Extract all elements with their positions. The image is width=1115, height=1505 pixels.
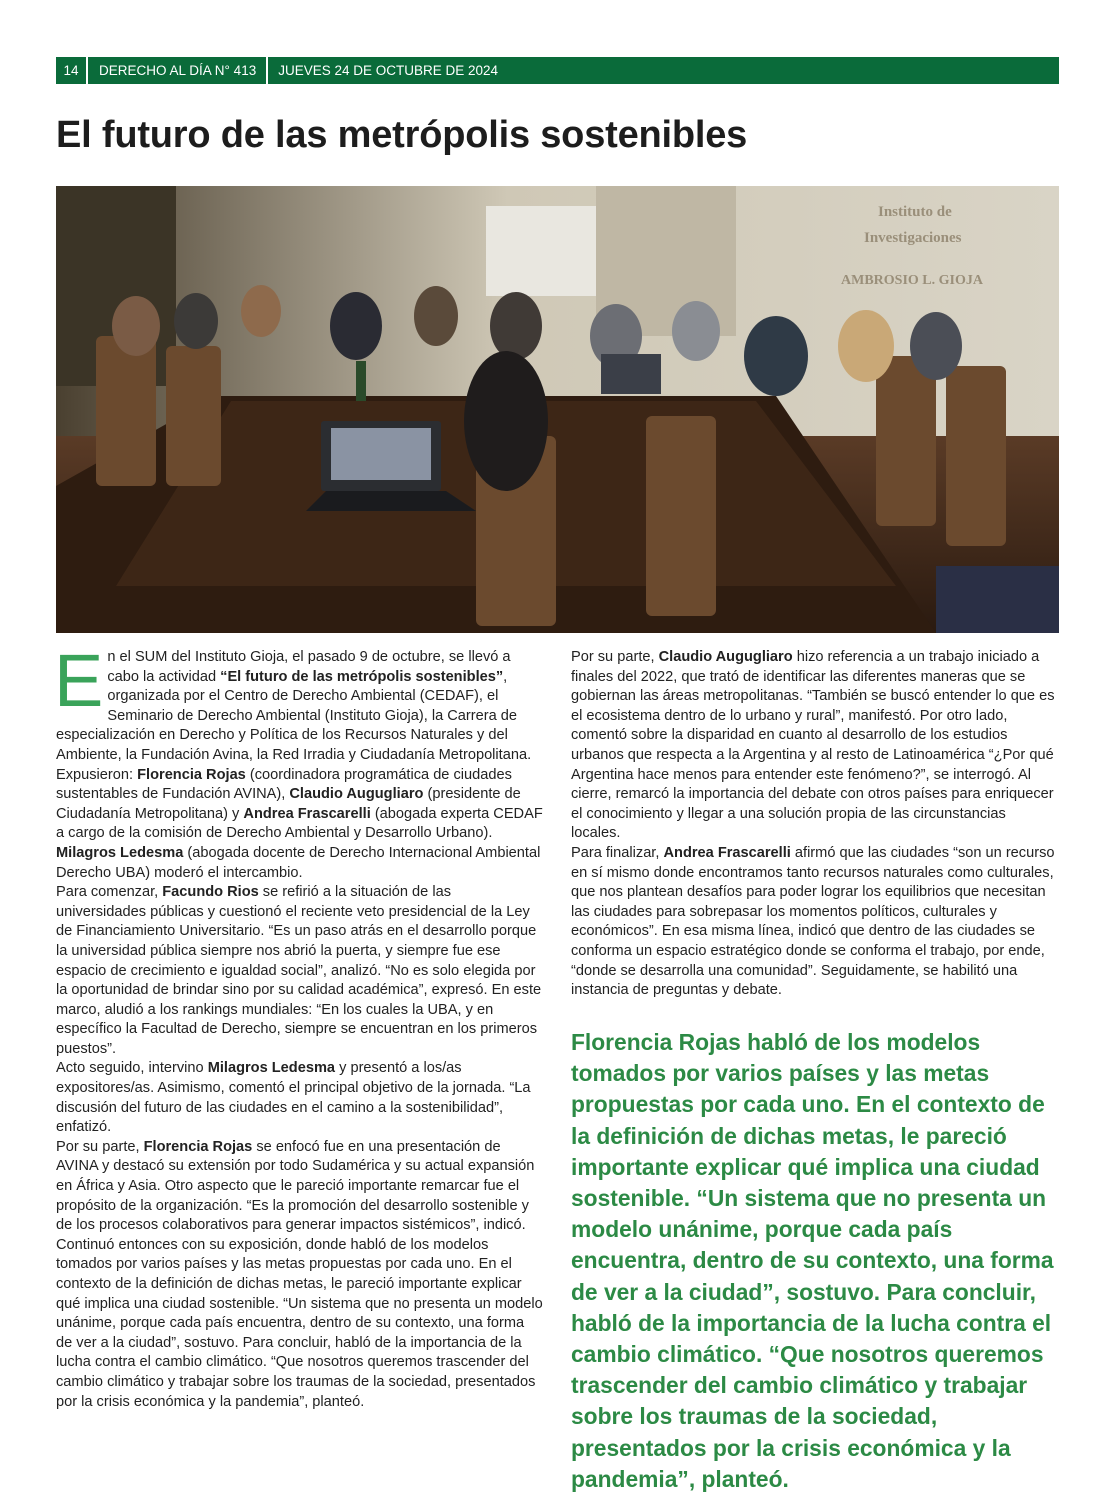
text-run: (presidente de Ciudadanía Metropolitana) y (56, 786, 521, 822)
article-paragraph: Continuó entonces con su exposición, donde habló de los modelos tomados por varios países y las metas propuestas por cada uno. En el contexto de la definición de dichas metas, le pareció importante explicar qué implica una ciudad sostenible. “Un sistema que no presenta un modelo unánime, porque cada país encuentra, dentro de su contexto, una forma de ver a la ciudad”, sostuvo. Para concluir, habló de la importancia de la lucha contra el cambio climático. “Que nosotros queremos trascender del cambio climático y trabajar sobre los traumas de la sociedad, presentados por la crisis económica y la pandemia”, planteó. (56, 1236, 543, 1410)
wall-sign-line3: AMBROSIO L. GIOJA (841, 273, 983, 288)
text-run: Por su parte, (56, 1138, 144, 1155)
bold-text: Andrea Frascarelli (243, 805, 371, 822)
wall-sign-line1: Instituto de (878, 204, 952, 220)
bold-text: Facundo Rios (162, 884, 259, 901)
article-paragraph (56, 883, 544, 1059)
article-paragraph (56, 1138, 544, 1236)
text-run: (coordinadora programática de ciudades sustentables de Fundación AVINA), (56, 766, 512, 803)
article-headline: El futuro de las metrópolis sostenibles (56, 114, 748, 156)
text-run: Por su parte, (571, 649, 659, 665)
bold-text: Milagros Ledesma (56, 844, 184, 861)
article-paragraph (56, 1059, 544, 1137)
text-run: se enfocó fue en una presentación de AVINA y destacó su extensión por todo Sudamérica y su actual expansión en África y Asia. Otro aspecto que le pareció importante remarcar fue el propósito de la organización. “Es la promoción del desarrollo sostenible y de los procesos colaborativos para generar impactos sistémicos”, indicó. (56, 1138, 535, 1234)
page-number: 14 (63, 63, 79, 78)
text-run: afirmó que las ciudades “son un recurso en sí mismo donde encontramos tanto recursos naturales como culturales, que nos plantean desafíos para poder lograr los equilibrios que necesitan las ciudades para sobrepasar los momentos políticos, culturales y económicos”. En esa misma línea, indicó que dentro de las ciudades se conforma un espacio estratégico donde se conforma el trabajo, por ende, “donde se desarrolla una comunidad”. Seguidamente, se habilitó una instancia de preguntas y debate. (571, 844, 1055, 999)
text-run: hizo referencia a un trabajo iniciado a finales del 2022, que trató de identificar las diferentes maneras que se gobiernan las áreas metropolitanas. “También se buscó entender lo que es el ecosistema dentro de lo urbano y rural”, manifestó. Por otro lado, comentó sobre la disparidad en cuanto al desarrollo de los estudios urbanos que respecta a la Argentina y al resto de Latinoamérica “¿Por qué Argentina hace menos para entender este fenómeno?”, se interrogó. Al cierre, remarcó la importancia del debate con otros países para enriquecer el conocimiento y llegar a una solución propia de las circunstancias locales. (571, 649, 1055, 842)
bold-text: Florencia Rojas (137, 766, 246, 783)
header-bar (56, 57, 1059, 84)
article-paragraph (54, 639, 544, 883)
bold-text: Milagros Ledesma (207, 1060, 336, 1077)
text-run: Acto seguido, intervino (56, 1060, 208, 1077)
article-column-left (54, 639, 544, 1412)
article-photo (56, 186, 1059, 633)
bold-text: Claudio Augugliaro (289, 786, 424, 803)
text-run: (abogada experta CEDAF a cargo de la comisión de Derecho Ambiental y Desarrollo Urbano). (56, 805, 543, 842)
article-paragraph (571, 844, 1059, 1001)
text-run: n el SUM del Instituto Gioja, el pasado 9 de octubre, se llevó a cabo la actividad (107, 649, 511, 685)
text-run: , organizada por el Centro de Derecho Ambiental (CEDAF), el Seminario de Derecho Ambiental (Instituto Gioja), la Carrera de especialización en Derecho y Política de los Recursos Naturales y del Ambiente, la Fundación Avina, la Red Irradia y Ciudadanía Metropolitana. Expusieron: (56, 668, 532, 783)
bold-text: Claudio Augugliaro (658, 649, 793, 665)
bold-text: Florencia Rojas (143, 1138, 253, 1155)
pull-quote: Florencia Rojas habló de los modelos tomados por varios países y las metas propuestas por cada uno. En el contexto de la definición de dichas metas, le pareció importante explicar qué implica una ciudad sostenible. “Un sistema que no presenta un modelo unánime, porque cada país encuentra, dentro de su contexto, una forma de ver a la ciudad”, sostuvo. Para concluir, habló de la importancia de la lucha contra el cambio climático. “Que nosotros queremos trascender del cambio climático y trabajar sobre los traumas de la sociedad, presentados por la crisis económica y la pandemia”, planteó. (571, 1029, 1054, 1492)
text-run: (abogada docente de Derecho Internacional Ambiental Derecho UBA) moderó el intercambio. (56, 844, 541, 881)
text-run: se refirió a la situación de las universidades públicas y cuestionó el reciente veto presidencial de la Ley de Financiamiento Universitario. “Es un paso atrás en el desarrollo porque la universidad pública siempre nos abrió la puerta, y siempre fue ese espacio de crecimiento e igualdad social”, analizó. “No es solo elegida por la oportunidad de brindar sino por su calidad académica”, expresó. En este marco, aludió a los rankings mundiales: “En los cuales la UBA, y en específico la Facultad de Derecho, siempre se encuentran en los primeros puestos”. (56, 884, 542, 1057)
wall-sign-line2: Investigaciones (864, 230, 962, 246)
bold-text: Andrea Frascarelli (663, 844, 791, 861)
article-column-right (571, 648, 1059, 1001)
drop-cap: E (54, 639, 104, 722)
bold-text: “El futuro de las metrópolis sostenibles” (220, 668, 504, 685)
issue-date: JUEVES 24 DE OCTUBRE DE 2024 (278, 63, 499, 78)
publication-name: DERECHO AL DÍA N° 413 (99, 63, 257, 78)
text-run: Para finalizar, (571, 844, 664, 861)
text-run: y presentó a los/as expositores/as. Asimismo, comentó el principal objetivo de la jornada. “La discusión del futuro de las ciudades en el camino a la sostenibilidad”, enfatizó. (56, 1060, 531, 1136)
article-paragraph (571, 648, 1059, 844)
text-run: Para comenzar, (56, 884, 163, 901)
